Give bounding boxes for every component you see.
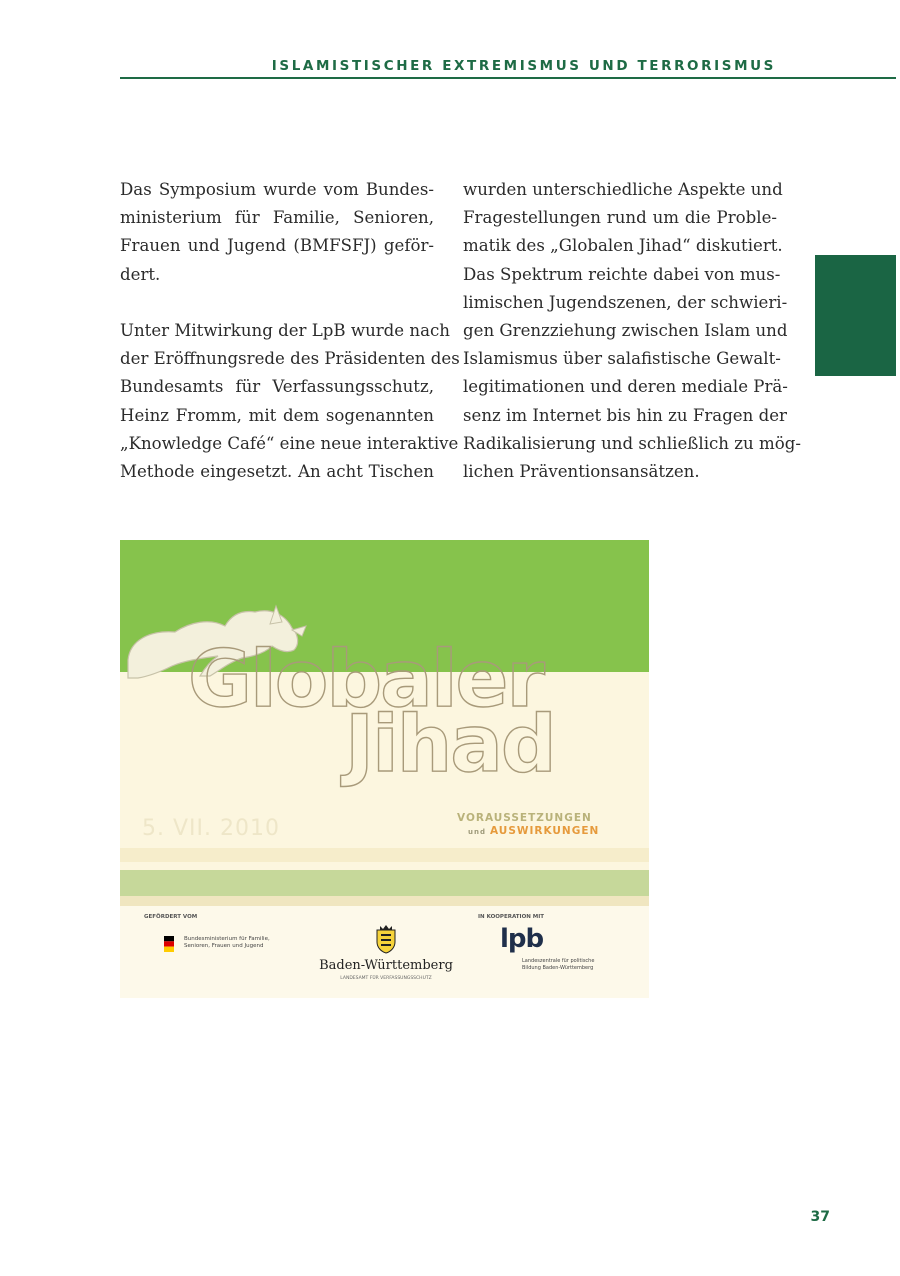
text-line: Das Symposium wurde vom Bundes- (120, 180, 434, 199)
state-subtitle: LANDESAMT FÜR VERFASSUNGSSCHUTZ (340, 976, 432, 981)
baden-wuerttemberg-logo (316, 924, 456, 984)
poster-date: 5. VII. 2010 (142, 816, 280, 841)
poster-stripe (120, 870, 649, 896)
sponsor-label: GEFÖRDERT VOM (144, 914, 198, 920)
right-column (463, 176, 801, 486)
text-line: lichen Präventionsansätzen. (463, 461, 700, 481)
event-poster-image (120, 540, 649, 998)
poster-subtitle-line2 (468, 825, 599, 837)
text-line: gen Grenzziehung zwischen Islam und (463, 320, 788, 340)
text-line: Radikalisierung und schließlich zu mög- (463, 433, 801, 453)
poster-stripe (120, 848, 649, 862)
text-line: ministerium für Familie, Senioren, (120, 208, 434, 228)
state-coat-of-arms-icon (374, 924, 398, 954)
page-number: 37 (810, 1209, 830, 1225)
cooperation-label: IN KOOPERATION MIT (478, 914, 545, 920)
text-line: Unter Mitwirkung der LpB wurde nach (120, 320, 450, 340)
poster-title-line1: Globaler (188, 635, 543, 725)
poster-title-line2: Jihad (345, 700, 555, 790)
chapter-tab-marker (815, 255, 896, 376)
lpb-logo-mark: lpb (500, 924, 544, 954)
text-line: limischen Jugendszenen, der schwieri- (463, 292, 788, 312)
text-line: Das Spektrum reichte dabei von mus- (463, 264, 781, 284)
text-line: wurden unterschiedliche Aspekte und (463, 180, 783, 199)
state-name: Baden-Württemberg (319, 958, 453, 973)
running-header-title: ISLAMISTISCHER EXTREMISMUS UND TERRORISMUS (271, 58, 776, 74)
text-line: Heinz Fromm, mit dem sogenannten (120, 405, 434, 425)
text-line: Bundesamts für Verfassungsschutz, (120, 377, 434, 397)
poster-subtitle-line1: VORAUSSETZUNGEN (457, 812, 592, 824)
text-line: Islamismus über salafistische Gewalt- (463, 349, 781, 369)
federal-eagle-flag-icon (164, 936, 174, 952)
poster-subtitle-connector: und (468, 828, 486, 836)
left-column (120, 176, 460, 486)
text-line: Fragestellungen rund um die Proble- (463, 208, 777, 228)
lpb-logo (498, 924, 608, 994)
poster-stripe (120, 896, 649, 906)
paragraph-gap (120, 289, 434, 317)
text-line: matik des „Globalen Jihad“ diskutiert. (463, 236, 783, 256)
text-line: Methode eingesetzt. An acht Tischen (120, 461, 434, 481)
poster-subtitle-line2-text: AUSWIRKUNGEN (489, 825, 600, 837)
sponsor-name: Bundesministerium für Familie, Senioren, Frauen und Jugend (184, 936, 270, 949)
text-line: der Eröffnungsrede des Präsidenten des (120, 349, 460, 369)
text-line: Frauen und Jugend (BMFSFJ) geför- (120, 236, 434, 256)
text-line: senz im Internet bis hin zu Fragen der (463, 405, 787, 425)
running-header (120, 52, 896, 79)
text-line: dert. (120, 264, 161, 284)
text-line: legitimationen und deren mediale Prä- (463, 377, 788, 397)
text-line: „Knowledge Café“ eine neue interaktive (120, 433, 459, 453)
lpb-name: Landeszentrale für politische Bildung Baden-Württemberg (522, 958, 595, 971)
bmfsfj-logo (144, 932, 284, 966)
